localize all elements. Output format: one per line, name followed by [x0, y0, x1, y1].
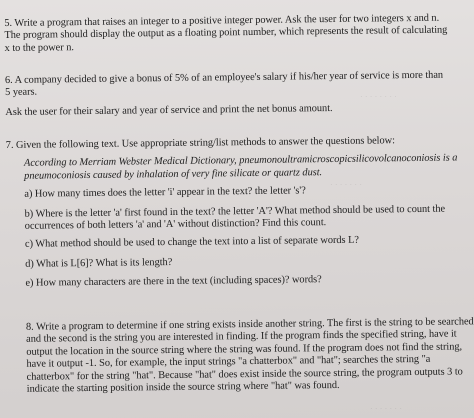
question-8 [8, 316, 474, 396]
bleed-through-mark: · · · · · · · · [360, 92, 397, 101]
q7-part-d: d) What is L[6]? What is its length? [25, 256, 173, 270]
q7-part-b-line-2: occurrences of both letters 'a' and 'A' without distinction? Find this count. [24, 217, 327, 232]
q8-line-1: 8. Write a program to determine if one string exists inside another string. The first is the string to be searched [25, 316, 474, 333]
question-7 [6, 134, 474, 290]
q6-line-3: Ask the user for their salary and year of service and print the net bonus amount. [5, 102, 333, 118]
q7-part-e: e) How many characters are there in the text (including spaces)? words? [25, 274, 322, 290]
q8-line-3: output the location in the source string where the string was found. If the program does not find the string, [26, 341, 463, 358]
q6-line-2: 5 years. [5, 87, 38, 99]
q7-part-b-line-1: b) Where is the letter 'a' first found in the text? the letter 'A'? What method should be used to count the [24, 203, 446, 220]
q7-part-c: c) What method should be used to change the text into a list of separate words L? [24, 235, 359, 251]
question-5 [4, 12, 470, 55]
q5-line-2: The program should display the output as a floating point number, which represents the result of calculating [4, 24, 448, 42]
bleed-through-mark: · · · · · · · [330, 180, 362, 189]
question-6 [5, 69, 472, 119]
q8-line-6: indicate the starting position inside the source string where "hat" was found. [26, 379, 340, 395]
q8-line-5: chatterbox" for the string "hat". Because "hat" does exist inside the source string, the program outputs 3 to [26, 366, 463, 383]
q5-line-3: x to the power n. [4, 41, 74, 54]
q7-part-a: a) How many times does the letter 'i' appear in the text? the letter 's'? [24, 185, 306, 200]
q7-quote-line-1: According to Merriam Webster Medical Dictionary, pneumonoultramicroscopicsilicovolcanoconiosis is a [23, 152, 458, 170]
bleed-through-mark: · · · · · · · [370, 404, 402, 413]
q7-quote-line-2: pneumoconiosis caused by inhalation of very fine silicate or quartz dust. [24, 166, 323, 182]
q5-line-1: 5. Write a program that raises an integer to a positive integer power. Ask the user for two integers x and n. [4, 12, 440, 29]
q8-line-2: and the second is the string you are interested in finding. If the program finds the specified string, have it [26, 328, 457, 346]
q7-intro: 7. Given the following text. Use appropriate string/list methods to answer the questions below: [5, 135, 395, 151]
q8-line-4: have it output -1. So, for example, the input strings "a chatterbox" and "hat"; searches the string "a [26, 354, 431, 370]
q6-line-1: 6. A company decided to give a bonus of 5% of an employee's salary if his/her year of service is more than [4, 69, 444, 86]
